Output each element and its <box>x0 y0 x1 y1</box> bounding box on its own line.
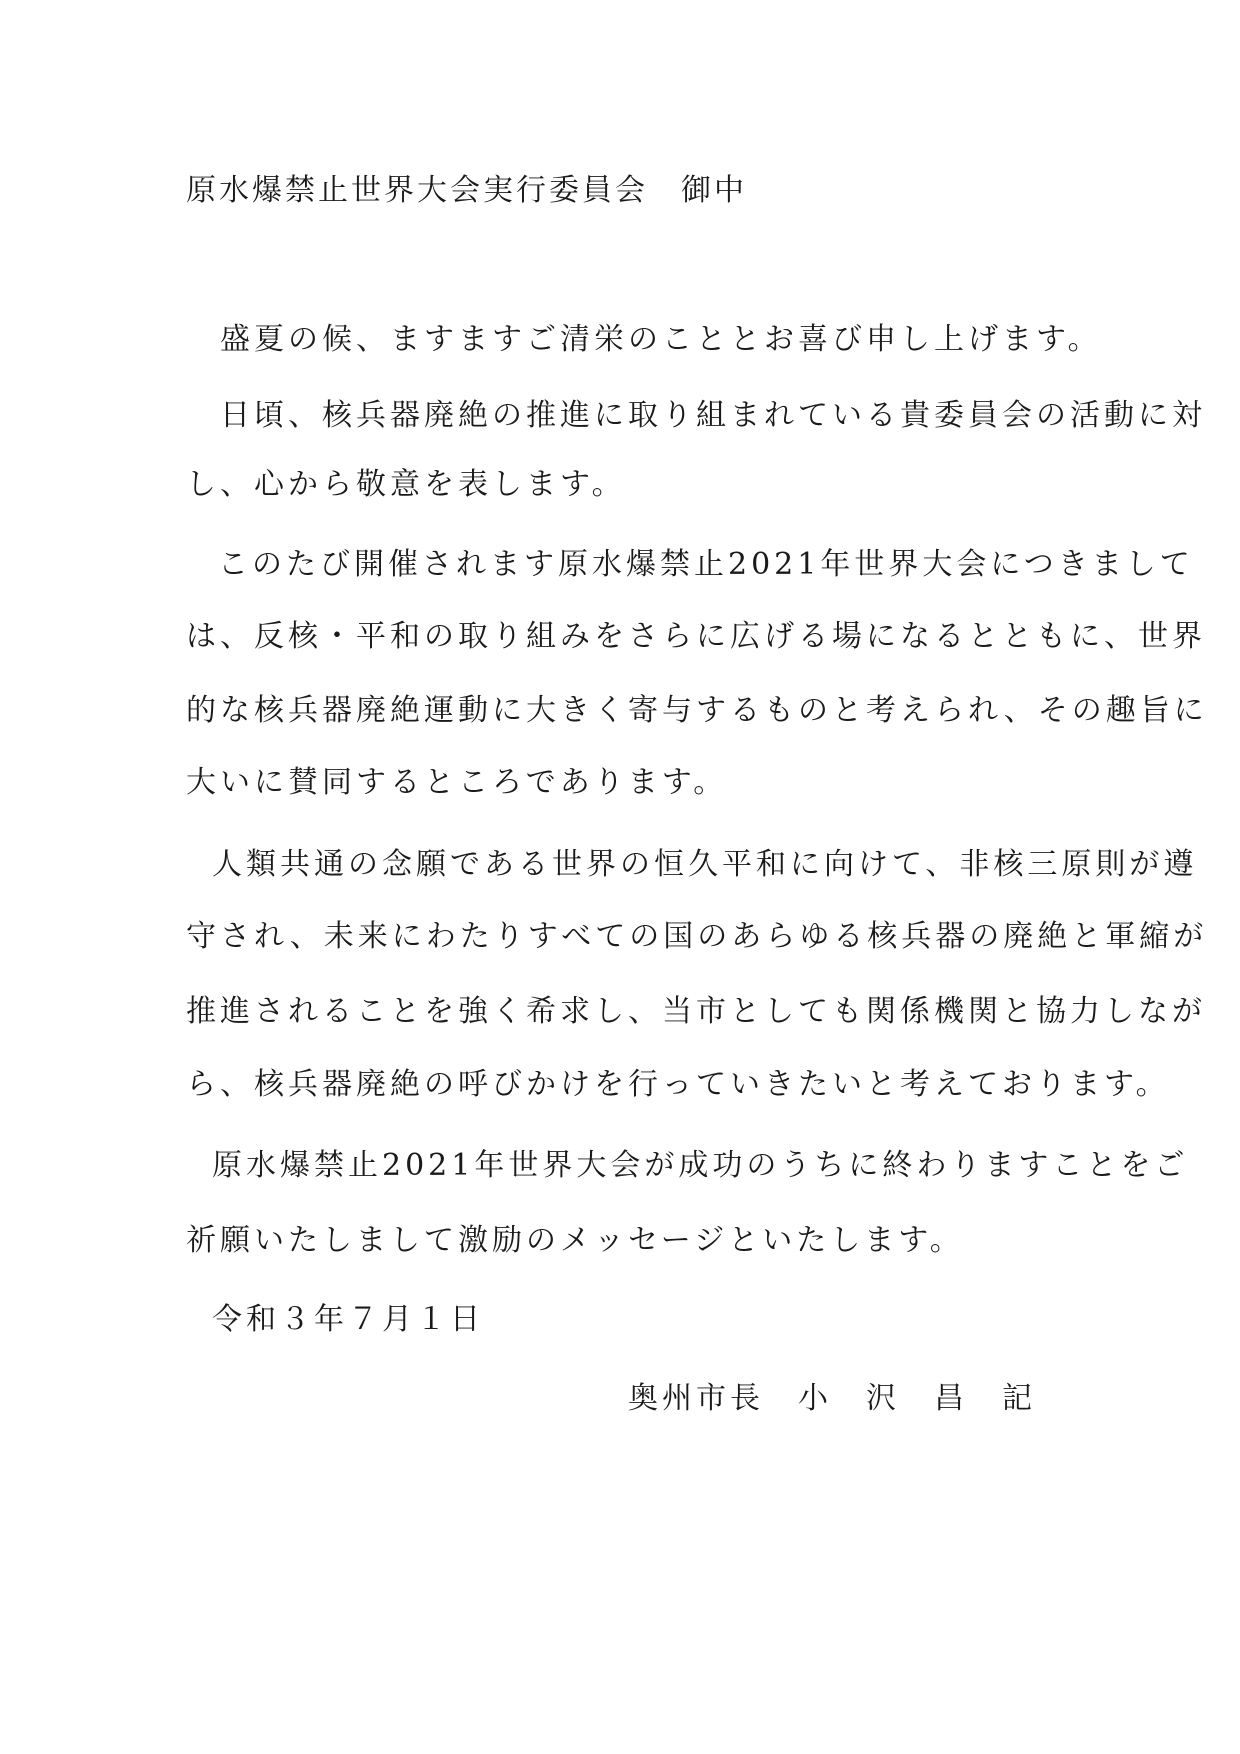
letter-date: 令和３年７月１日 <box>212 1302 484 1337</box>
addressee: 原水爆禁止世界大会実行委員会 御中 <box>186 173 747 208</box>
body-line: 守され、未来にわたりすべての国のあらゆる核兵器の廃絶と軍縮が <box>186 919 1208 954</box>
body-line: 推進されることを強く希求し、当市としても関係機関と協力しなが <box>186 994 1206 1029</box>
body-line: は、反核・平和の取り組みをさらに広げる場になるとともに、世界 <box>186 619 1206 654</box>
body-line: 原水爆禁止2021年世界大会が成功のうちに終わりますことをご <box>212 1148 1189 1183</box>
greeting-line: 盛夏の候、ますますご清栄のこととお喜び申し上げます。 <box>220 322 1102 357</box>
body-line: 日頃、核兵器廃絶の推進に取り組まれている貴委員会の活動に対 <box>220 398 1206 433</box>
body-line: ら、核兵器廃絶の呼びかけを行っていきたいと考えております。 <box>186 1067 1170 1102</box>
body-line: 人類共通の念願である世界の恒久平和に向けて、非核三原則が遵 <box>212 847 1198 882</box>
body-line: このたび開催されます原水爆禁止2021年世界大会につきまして <box>218 547 1194 582</box>
body-line: 大いに賛同するところであります。 <box>186 765 728 800</box>
body-line: し、心から敬意を表します。 <box>186 467 626 502</box>
signature: 奥州市長 小 沢 昌 記 <box>628 1381 1036 1416</box>
body-line: 的な核兵器廃絶運動に大きく寄与するものと考えられ、その趣旨に <box>186 693 1208 728</box>
body-line: 祈願いたしまして激励のメッセージといたします。 <box>186 1223 964 1258</box>
